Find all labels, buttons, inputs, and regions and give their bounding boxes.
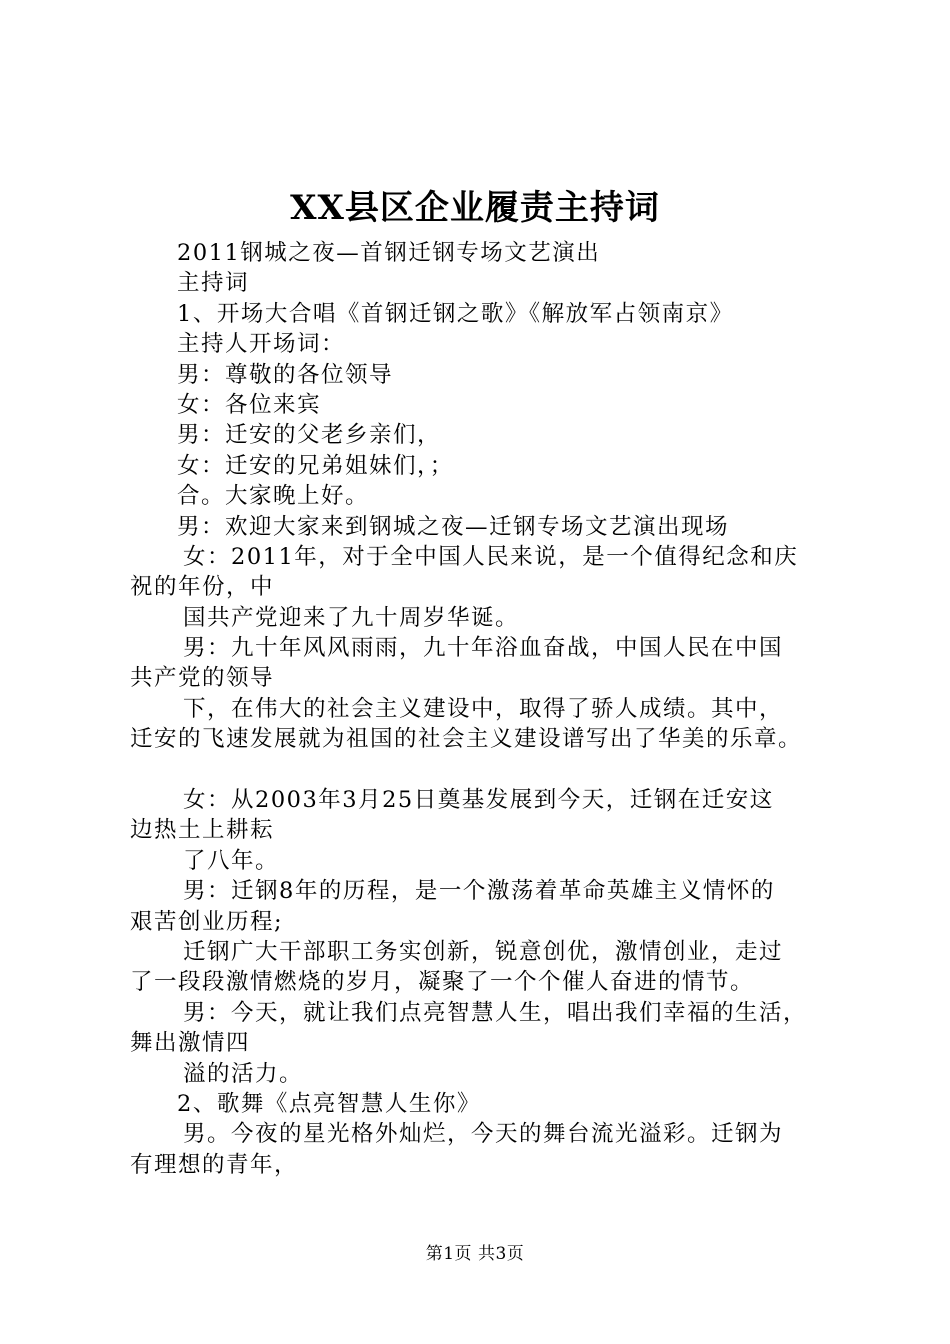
- text-line: 男：尊敬的各位领导: [177, 361, 394, 388]
- text-line: 男：迁安的父老乡亲们，: [177, 422, 442, 449]
- text-line: 男：欢迎大家来到钢城之夜—迁钢专场文艺演出现场: [177, 513, 730, 540]
- blank-line: [130, 755, 850, 785]
- text-line: 边热土上耕耘: [130, 817, 275, 844]
- text-line: 主持词: [177, 270, 250, 297]
- text-line: 女：2011年，对于全中国人民来说，是一个值得纪念和庆: [183, 543, 799, 570]
- text-line: 女：从2003年3月25日奠基发展到今天，迁钢在迁安这: [183, 787, 774, 814]
- text-line: 了八年。: [183, 847, 280, 874]
- text-line: 共产党的领导: [130, 665, 275, 692]
- text-line: 女：迁安的兄弟姐妹们，；: [177, 452, 454, 479]
- text-line: 艰苦创业历程;: [130, 908, 284, 935]
- text-line: 男。今夜的星光格外灿烂，今天的舞台流光溢彩。迁钢为: [183, 1121, 784, 1148]
- text-line: 迁安的飞速发展就为祖国的社会主义建设谱写出了华美的乐章。: [130, 726, 803, 753]
- text-line: 2011钢城之夜—首钢迁钢专场文艺演出: [177, 240, 601, 266]
- text-line: 合。大家晚上好。: [177, 483, 370, 510]
- page-footer: 第1页 共3页: [425, 1244, 525, 1264]
- text-line: 溢的活力。: [183, 1060, 304, 1087]
- text-line: 了一段段激情燃烧的岁月，凝聚了一个个催人奋进的情节。: [130, 969, 755, 996]
- text-line: 下，在伟大的社会主义建设中，取得了骄人成绩。其中，: [183, 695, 784, 722]
- text-line: 女：各位来宾: [177, 391, 322, 418]
- text-line: 男：九十年风风雨雨，九十年浴血奋战，中国人民在中国: [183, 635, 784, 662]
- text-line: 迁钢广大干部职工务实创新，锐意创优，激情创业，走过: [183, 938, 784, 965]
- document-title: XX县区企业履责主持词: [290, 188, 660, 228]
- text-line: 主持人开场词：: [177, 331, 346, 358]
- text-line: 有理想的青年，: [130, 1151, 299, 1178]
- text-line: 男：今天，就让我们点亮智慧人生，唱出我们幸福的生活，: [183, 999, 808, 1026]
- text-line: 1、开场大合唱《首钢迁钢之歌》《解放军占领南京》: [177, 300, 734, 327]
- text-line: 舞出激情四: [130, 1030, 251, 1057]
- document-body: [130, 238, 850, 1180]
- text-line: 2、歌舞《点亮智慧人生你》: [177, 1090, 481, 1117]
- text-line: 男：迁钢8年的历程，是一个激荡着革命英雄主义情怀的: [183, 878, 775, 905]
- text-line: 祝的年份，中: [130, 574, 275, 601]
- text-line: 国共产党迎来了九十周岁华诞。: [183, 604, 520, 631]
